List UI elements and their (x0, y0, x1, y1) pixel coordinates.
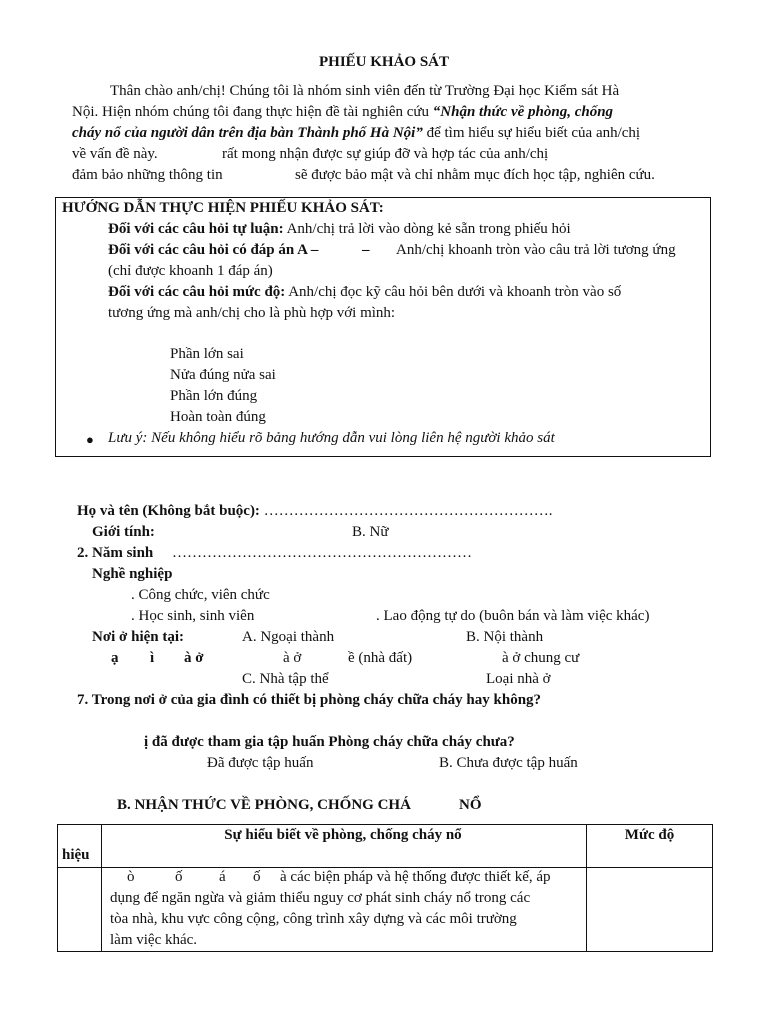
gender-option-b[interactable]: B. Nữ (352, 524, 389, 540)
choice-dash: – (362, 242, 370, 258)
instructions-heading: HƯỚNG DẪN THỰC HIỆN PHIẾU KHẢO SÁT: (62, 200, 384, 216)
level-option-3: Phần lớn đúng (170, 388, 258, 404)
research-title-part-1: “Nhận thức về phòng, chống (432, 104, 614, 120)
row1-fragment-b: ố (175, 869, 183, 885)
residence-option-b[interactable]: B. Nội thành (466, 629, 544, 645)
question-8: ị đã được tham gia tập huấn Phòng cháy chữa cháy chưa? (144, 734, 515, 750)
house-type-fragment-4: à ở (283, 650, 302, 666)
house-type-fragment-1: ạ (111, 650, 119, 666)
choice-note: (chỉ được khoanh 1 đáp án) (108, 263, 273, 279)
table-header-level: Mức độ (624, 827, 675, 843)
occupation-option-1[interactable]: . Công chức, viên chức (131, 587, 270, 603)
residence-option-a[interactable]: A. Ngoại thành (242, 629, 335, 645)
residence-label: Nơi ở hiện tại: (92, 629, 185, 645)
row1-fragment-c: á (219, 869, 226, 885)
row1-fragment-d: ố (253, 869, 261, 885)
level-text-2: tương ứng mà anh/chị cho là phù hợp với mình: (108, 305, 396, 321)
occupation-label: Nghề nghiệp (92, 566, 173, 582)
row1-fragment-a: ò (127, 869, 135, 885)
name-label: Họ và tên (Không bắt buộc): (77, 503, 260, 519)
intro-line-5a: đảm bảo những thông tin (72, 167, 223, 183)
intro-line-5b: sẽ được bảo mật và chỉ nhằm mục đích học tập, nghiên cứu. (295, 167, 655, 183)
name-dots: …………………………………………………. (259, 503, 553, 519)
choice-text: Anh/chị khoanh tròn vào câu trả lời tương ứng (396, 242, 676, 258)
question-8-option-a[interactable]: Đã được tập huấn (207, 755, 314, 771)
house-type-fragment-3: à ở (184, 650, 204, 666)
intro-line-2 (72, 102, 613, 123)
house-type-option-d[interactable]: Loại nhà ở (486, 671, 551, 687)
gender-label: Giới tính: (92, 524, 155, 540)
name-field[interactable] (77, 501, 552, 522)
question-8-option-b[interactable]: B. Chưa được tập huấn (439, 755, 578, 771)
level-label: Đối với các câu hỏi mức độ: (108, 284, 286, 300)
choice-label: Đối với các câu hỏi có đáp án A – (108, 242, 319, 258)
level-option-2: Nửa đúng nửa sai (170, 367, 276, 383)
section-b-heading-b: NỔ (459, 797, 482, 813)
level-text-1: Anh/chị đọc kỹ câu hỏi bên dưới và khoanh tròn vào số (285, 284, 622, 300)
row1-line-4: làm việc khác. (110, 932, 198, 948)
house-type-fragment-2: ì (150, 650, 155, 666)
table-header-code: hiệu (62, 847, 90, 863)
birth-year-label: 2. Năm sinh (77, 545, 154, 561)
birth-year-field[interactable] (77, 543, 153, 564)
essay-text: Anh/chị trả lời vào dòng kẻ sẵn trong phiếu hỏi (283, 221, 571, 237)
page-title: PHIẾU KHẢO SÁT (318, 54, 450, 70)
birth-year-dots: …………………………………………………… (172, 545, 472, 561)
intro-line-1: Thân chào anh/chị! Chúng tôi là nhóm sinh viên đến từ Trường Đại học Kiểm sát Hà (110, 83, 620, 99)
house-type-option-a[interactable]: ề (nhà đất) (348, 650, 413, 666)
intro-line-3 (72, 123, 640, 144)
level-instruction (108, 282, 621, 303)
essay-instruction (108, 219, 571, 240)
intro-line-4a: về vấn đề này. (72, 146, 158, 162)
occupation-option-3[interactable]: . Lao động tự do (buôn bán và làm việc khác) (376, 608, 650, 624)
house-type-option-b[interactable]: à ở chung cư (502, 650, 580, 666)
level-option-1: Phần lớn sai (170, 346, 244, 362)
question-7: 7. Trong nơi ở của gia đình có thiết bị phòng cháy chữa cháy hay không? (77, 692, 542, 708)
note-text: Lưu ý: Nếu không hiểu rõ bảng hướng dẫn vui lòng liên hệ người khảo sát (108, 430, 555, 446)
intro-line-2-text: Nội. Hiện nhóm chúng tôi đang thực hiện đề tài nghiên cứu (72, 104, 433, 120)
row1-line-2: dụng để ngăn ngừa và giảm thiểu nguy cơ phát sinh cháy nổ trong các (110, 890, 531, 906)
essay-label: Đối với các câu hỏi tự luận: (108, 221, 284, 237)
house-type-option-c[interactable]: C. Nhà tập thể (242, 671, 329, 687)
row1-line-1: à các biện pháp và hệ thống được thiết kế, áp (280, 869, 551, 885)
occupation-option-2[interactable]: . Học sinh, sinh viên (131, 608, 255, 624)
table-header-knowledge: Sự hiểu biết về phòng, chống cháy nổ (224, 827, 462, 843)
note-bullet-icon: ● (86, 432, 94, 447)
section-b-heading-a: B. NHẬN THỨC VỀ PHÒNG, CHỐNG CHÁ (117, 797, 411, 813)
intro-line-3-text: để tìm hiểu sự hiểu biết của anh/chị (422, 125, 641, 141)
row1-line-3: tòa nhà, khu vực công cộng, công trình xây dựng và các môi trường (110, 911, 517, 927)
intro-line-4b: rất mong nhận được sự giúp đỡ và hợp tác của anh/chị (222, 146, 549, 162)
research-title-part-2: cháy nổ của người dân trên địa bàn Thành phố Hà Nội” (72, 125, 423, 141)
level-option-4: Hoàn toàn đúng (170, 409, 266, 425)
